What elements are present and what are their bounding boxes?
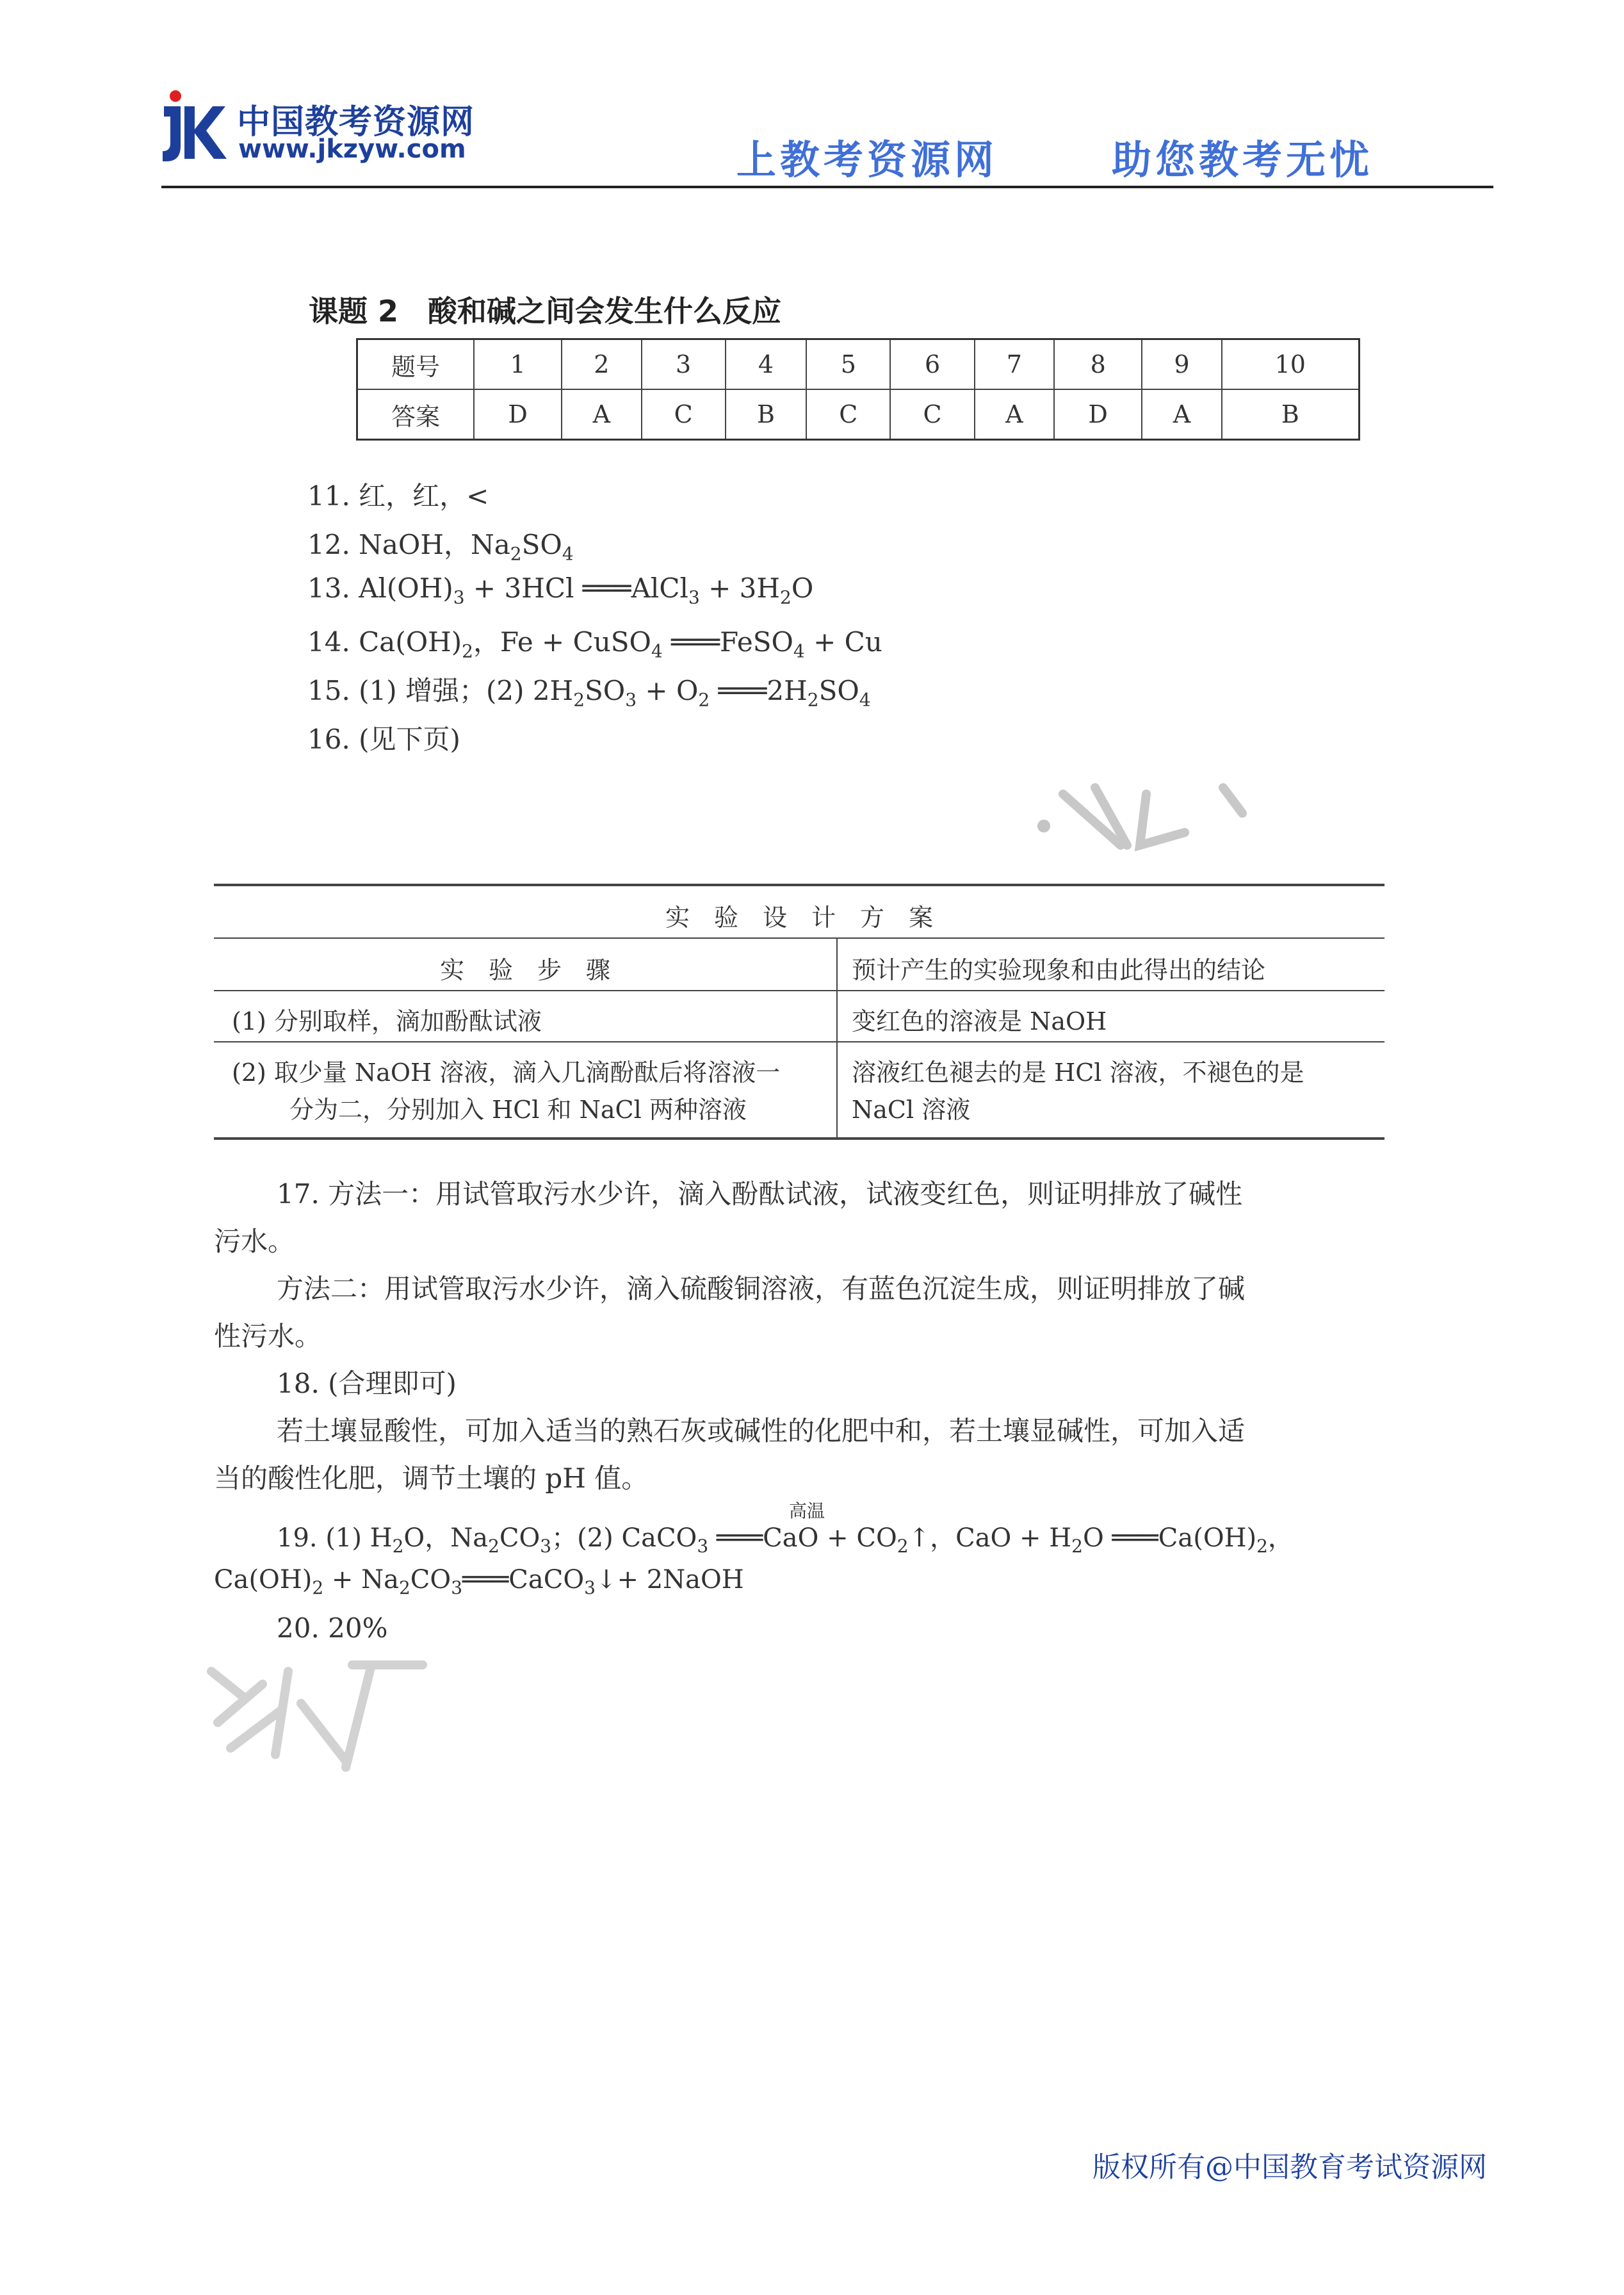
answer-13: 13. $Al(OH)_3 + 3HCl$ ═══AlCl$_3$ + $3H_2O$ [307,572,814,608]
scan-watermark-icon [1031,775,1274,852]
table-cell: C [890,389,974,440]
logo-url: www.jkzyw.com [238,134,466,164]
table-cell: 9 [1142,339,1221,390]
table-cell: 3 [642,339,726,390]
table-cell: B [1222,389,1360,440]
table-cell: D [474,389,562,440]
row-label: 题号 [357,339,475,390]
table-rule [214,990,1384,991]
table-cell: B [726,389,806,440]
table-cell: A [975,389,1054,440]
table-cell: 1 [474,339,562,390]
jk-logo-icon [161,90,228,165]
header-divider [161,186,1493,188]
table-rule [214,1041,1384,1042]
col-header-result: 预计产生的实验现象和由此得出的结论 [852,956,1266,984]
table-column-divider [836,937,838,1139]
row1-step: (1) 分别取样，滴加酚酞试液 [232,1007,542,1035]
logo-title: 中国教考资源网 [237,103,475,142]
table-cell: D [1054,389,1142,440]
table-cell: 6 [890,339,974,390]
row2-step-line2: 分为二，分别加入 HCl 和 NaCl 两种溶液 [289,1096,747,1124]
answer-17-line3: 方法二：用试管取污水少许，滴入硫酸铜溶液，有蓝色沉淀生成，则证明排放了碱 [277,1273,1246,1304]
table-cell: A [1142,389,1221,440]
table-rule [214,1137,1384,1140]
row2-result-line1: 溶液红色褪去的是 HCl 溶液，不褪色的是 [852,1058,1304,1087]
table-cell: C [642,389,726,440]
answer-17-line1: 17. 方法一：用试管取污水少许，滴入酚酞试液，试液变红色，则证明排放了碱性 [277,1178,1243,1210]
answer-19-line1: 19. (1) $H_2O$，$Na_2CO_3$；(2) CaCO$_3$ ═══CaO + $CO_2↑$，CaO + $H_2O$ $═══Ca(OH)_2$， [277,1523,1294,1557]
row1-result: 变红色的溶液是 NaOH [852,1007,1107,1035]
slogan-left: 上教考资源网 [736,136,998,183]
design-table [214,884,1384,1140]
answer-12: 12. NaOH，$Na_2SO_4$ [307,529,574,565]
answer-19-line2: $Ca(OH)_2$ + $Na_2CO_3═══CaCO_3↓+$ 2NaOH [214,1565,744,1598]
table-row [357,389,1360,440]
slogan-right: 助您教考无忧 [1112,136,1374,183]
answer-20: 20. 20% [277,1612,388,1644]
table-row [357,339,1360,390]
table-cell: 2 [562,339,641,390]
table-cell: 7 [975,339,1054,390]
table-cell: 8 [1054,339,1142,390]
section-title: 课题 2 酸和碱之间会发生什么反应 [309,294,782,328]
answer-18-line1: 18. (合理即可) [277,1368,457,1399]
answer-17-line4: 性污水。 [214,1320,322,1352]
answer-14: 14. $Ca(OH)_2$，Fe + CuSO$_4$ ═══FeSO$_4$ + Cu [307,626,882,662]
answer-18-line3: 当的酸性化肥，调节土壤的 pH 值。 [214,1463,649,1494]
table-cell: C [806,389,890,440]
table-cell: 10 [1222,339,1360,390]
design-table-title: 实 验 设 计 方 案 [665,904,933,932]
copyright-footer: 版权所有@中国教育考试资源网 [1092,2151,1487,2184]
table-cell: 4 [726,339,806,390]
col-header-steps: 实 验 步 骤 [439,956,610,984]
row2-result-line2: NaCl 溶液 [852,1096,971,1124]
answer-table [356,338,1360,441]
table-rule [214,884,1384,886]
scan-watermark-icon [205,1646,435,1774]
answer-11: 11. 红，红，< [307,480,489,512]
answer-16: 16. (见下页) [307,724,460,755]
row-label: 答案 [357,389,475,440]
table-cell: 5 [806,339,890,390]
answer-18-line2: 若土壤显酸性，可加入适当的熟石灰或碱性的化肥中和，若土壤显碱性，可加入适 [277,1415,1246,1447]
answer-15: 15. (1) 增强；(2) $2H_2SO_3 + O_2$ $═══2H_2SO_4$ [307,675,871,711]
row2-step-line1: (2) 取少量 NaOH 溶液，滴入几滴酚酞后将溶液一 [232,1058,781,1087]
reaction-condition-label: 高温 [789,1500,825,1521]
answer-17-line2: 污水。 [214,1226,295,1257]
table-rule [214,937,1384,939]
table-cell: A [562,389,641,440]
